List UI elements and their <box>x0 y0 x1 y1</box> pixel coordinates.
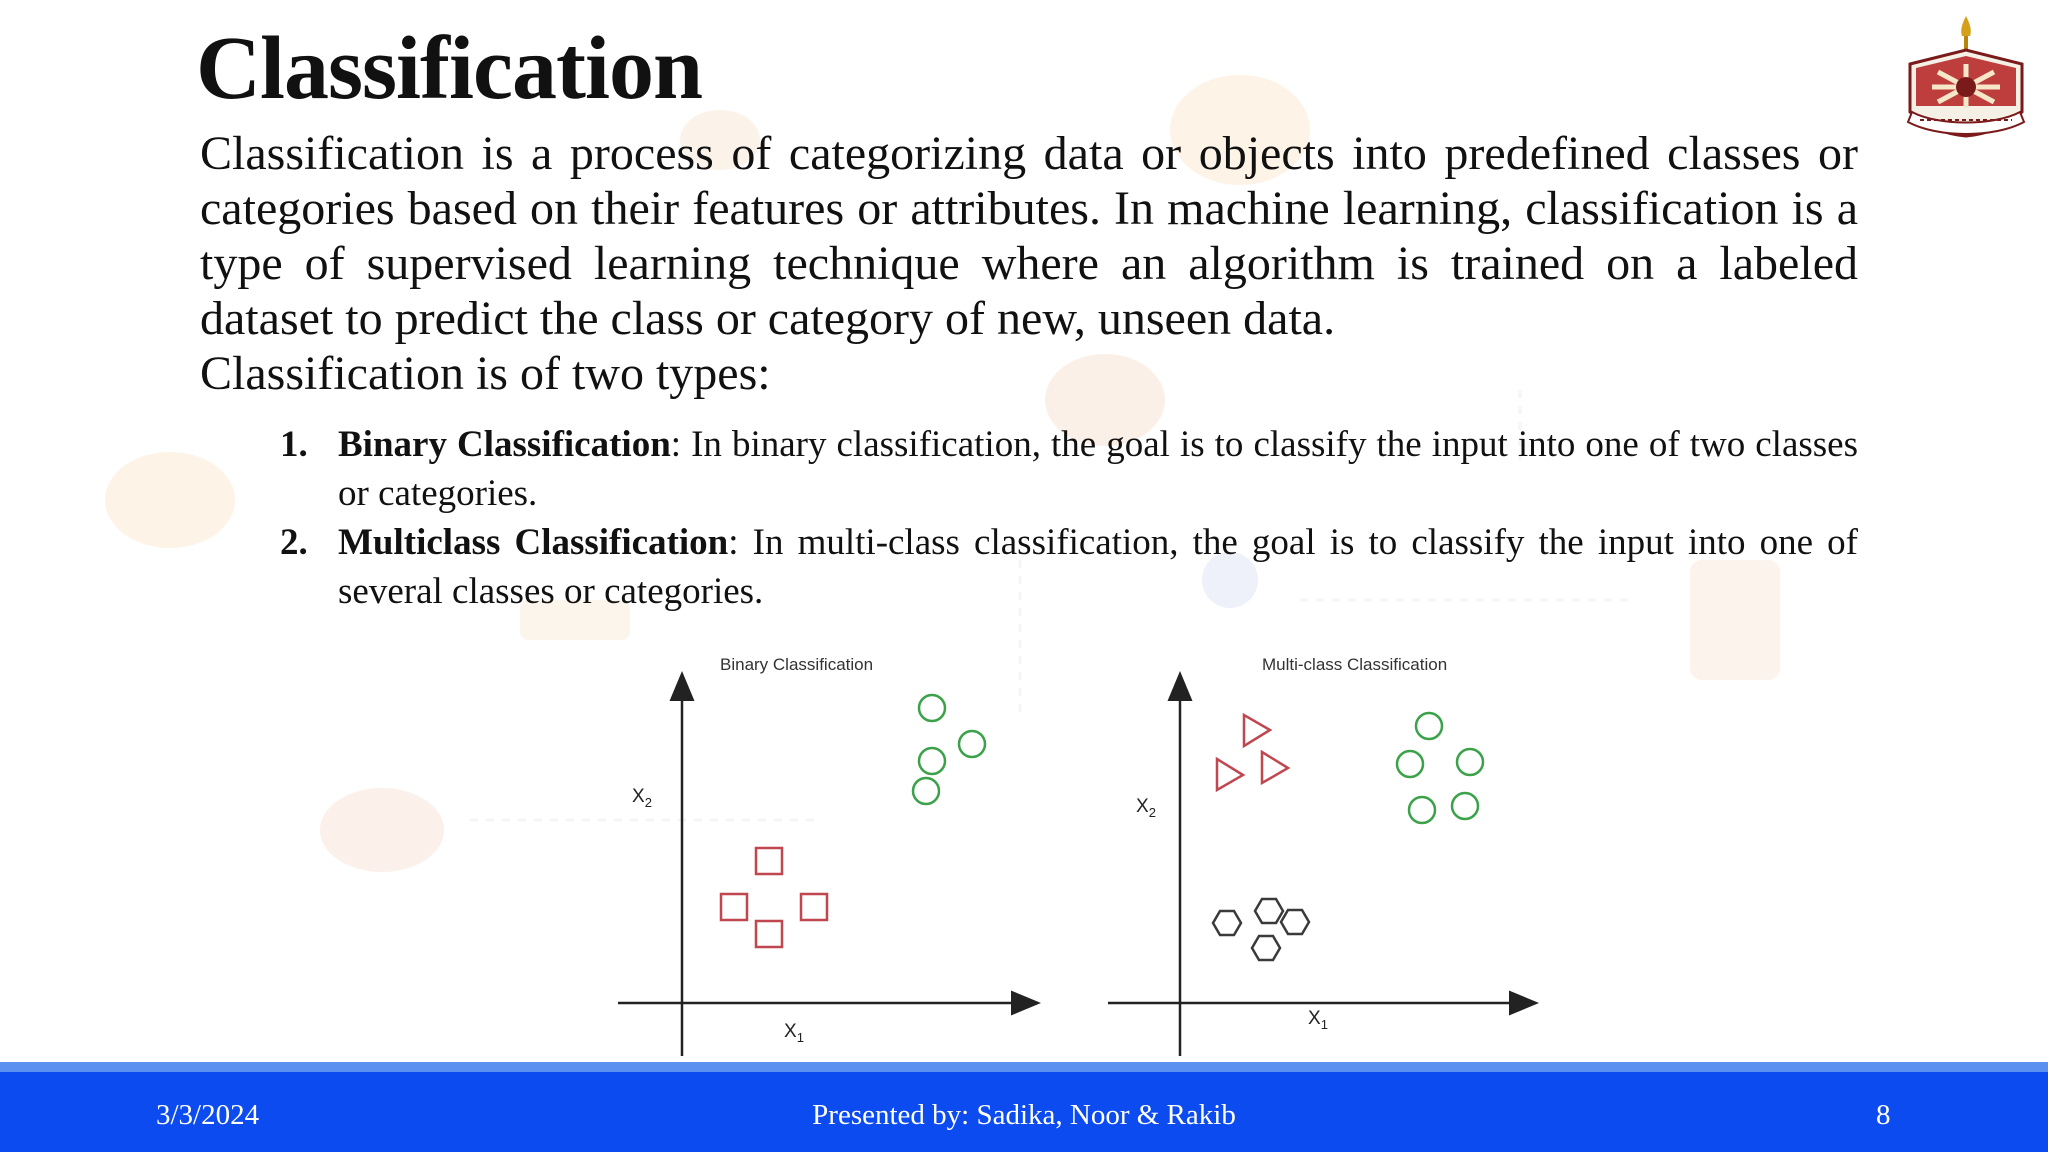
data-point-triangle <box>1262 752 1288 783</box>
data-point-circle <box>913 778 939 804</box>
footer-accent-stripe <box>0 1062 2048 1072</box>
data-point-square <box>721 894 747 920</box>
list-item <box>272 518 1858 616</box>
hexagon-class-points <box>1213 899 1309 960</box>
list-number: 2. <box>280 522 308 563</box>
data-point-circle <box>1452 793 1478 819</box>
type-name: Multiclass Classification <box>338 522 729 563</box>
data-point-circle <box>1397 751 1423 777</box>
square-class-points <box>721 848 827 947</box>
data-point-circle <box>919 695 945 721</box>
data-point-triangle <box>1217 759 1243 790</box>
data-point-triangle <box>1244 715 1270 746</box>
university-logo <box>1898 14 2034 142</box>
footer-presenters: Presented by: Sadika, Noor & Rakib <box>812 1099 1236 1131</box>
list-number: 1. <box>280 424 308 465</box>
binary-x-label: $X_1$ <box>784 1021 804 1045</box>
data-point-circle <box>919 748 945 774</box>
footer-date: 3/3/2024 <box>156 1099 260 1131</box>
data-point-circle <box>1416 713 1442 739</box>
multiclass-x-label: $X_1$ <box>1308 1008 1328 1032</box>
binary-classification-plot <box>618 655 1036 1056</box>
data-point-square <box>756 921 782 947</box>
list-item <box>272 420 1858 518</box>
classification-figure <box>600 640 1550 1060</box>
intro-paragraph <box>200 126 1858 401</box>
intro-definition: Classification is a process of categorizing data or objects into predefined classes or categories based on their features or attributes. In machine learning, classification is a type of supervised learning technique where an algorithm is trained on a labeled dataset to predict the class or category of new, unseen data. <box>200 127 1858 345</box>
data-point-hexagon <box>1281 910 1309 934</box>
slide-title: Classification <box>196 19 703 118</box>
data-point-square <box>801 894 827 920</box>
type-name: Binary Classification <box>338 424 671 465</box>
multiclass-y-label: $X_2$ <box>1136 796 1156 820</box>
data-point-circle <box>1409 797 1435 823</box>
binary-y-label: $X_2$ <box>632 786 652 810</box>
binary-plot-title: Binary Classification <box>720 655 874 674</box>
intro-types-sentence: Classification is of two types: <box>200 347 771 400</box>
data-point-square <box>756 848 782 874</box>
data-point-circle <box>1457 749 1483 775</box>
triangle-class-points <box>1217 715 1288 790</box>
circle-class-points <box>1397 713 1483 823</box>
slide-page-number: 8 <box>1876 1099 1891 1131</box>
data-point-hexagon <box>1213 911 1241 935</box>
type-description: : In multi-class classification, the goal is to classify the input into one of several classes or categories. <box>338 522 1858 612</box>
multiclass-plot-title: Multi-class Classification <box>1262 655 1448 674</box>
data-point-hexagon <box>1255 899 1283 923</box>
circle-class-points <box>913 695 985 804</box>
multiclass-classification-plot <box>1108 655 1534 1056</box>
type-description: : In binary classification, the goal is to classify the input into one of two classes or categories. <box>338 424 1858 514</box>
data-point-circle <box>959 731 985 757</box>
data-point-hexagon <box>1252 936 1280 960</box>
classification-types-list <box>272 420 1858 616</box>
slide-footer <box>0 1072 2048 1152</box>
